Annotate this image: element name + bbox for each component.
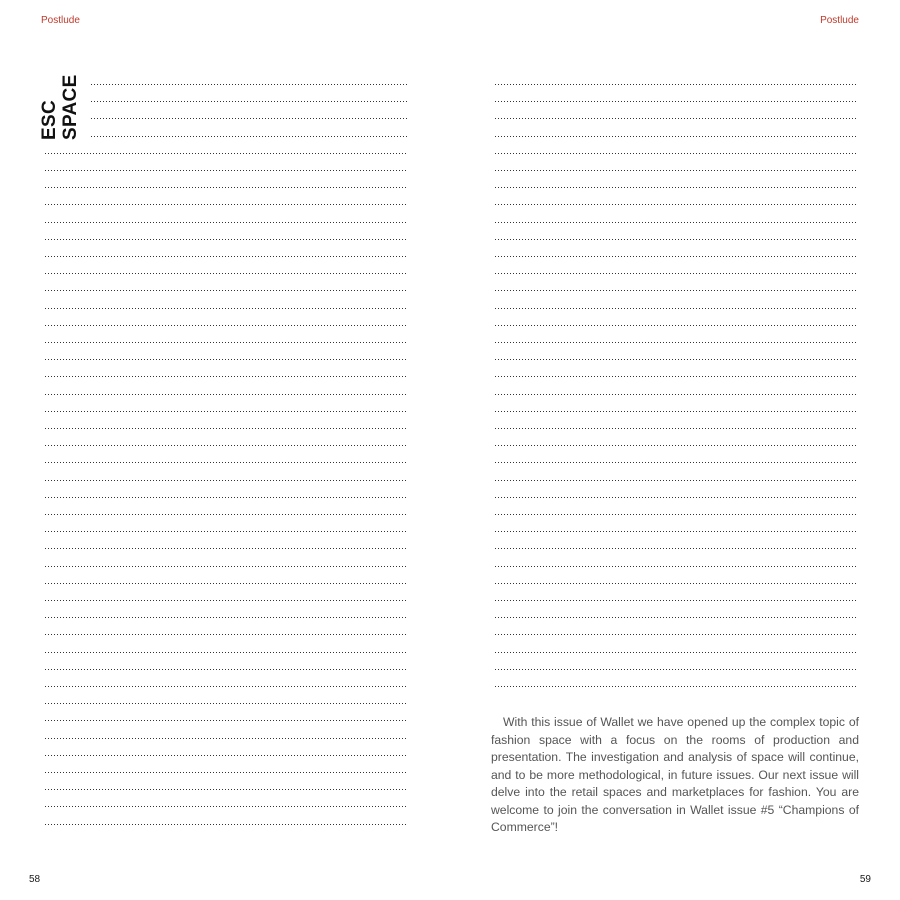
dotted-line <box>44 187 408 188</box>
logo-line-space: SPACE <box>60 74 81 140</box>
dotted-line <box>44 325 408 326</box>
page-number-left: 58 <box>29 874 41 885</box>
dotted-line <box>44 170 408 171</box>
dotted-line <box>44 772 408 773</box>
dotted-line <box>494 548 858 549</box>
dotted-line <box>494 411 858 412</box>
dotted-line <box>44 222 408 223</box>
dotted-line <box>44 514 408 515</box>
dotted-line <box>44 153 408 154</box>
dotted-line <box>494 187 858 188</box>
dotted-line <box>494 531 858 532</box>
dotted-line <box>494 273 858 274</box>
dotted-line <box>494 497 858 498</box>
dotted-line <box>494 428 858 429</box>
dotted-line <box>494 204 858 205</box>
dotted-line <box>494 222 858 223</box>
dotted-line <box>44 600 408 601</box>
dotted-line <box>494 136 858 137</box>
dotted-line <box>44 686 408 687</box>
dotted-line <box>494 686 858 687</box>
dotted-line <box>44 239 408 240</box>
dotted-line <box>494 170 858 171</box>
dotted-line <box>44 789 408 790</box>
dotted-line <box>90 101 408 102</box>
dotted-line <box>44 342 408 343</box>
dotted-line <box>44 376 408 377</box>
dotted-line <box>494 84 858 85</box>
dotted-line <box>494 445 858 446</box>
logo-line-esc: ESC <box>39 100 60 140</box>
dotted-line <box>44 669 408 670</box>
dotted-line <box>44 738 408 739</box>
dotted-line <box>44 204 408 205</box>
dotted-line <box>44 548 408 549</box>
dotted-line <box>44 703 408 704</box>
dotted-line <box>494 376 858 377</box>
dotted-line <box>494 153 858 154</box>
dotted-line <box>494 652 858 653</box>
dotted-line <box>494 566 858 567</box>
dotted-line <box>44 824 408 825</box>
dotted-line <box>44 462 408 463</box>
dotted-line <box>44 256 408 257</box>
dotted-line <box>44 359 408 360</box>
dotted-line <box>44 634 408 635</box>
dotted-line <box>44 428 408 429</box>
dotted-line <box>44 308 408 309</box>
dotted-line <box>44 806 408 807</box>
dotted-line <box>44 445 408 446</box>
dotted-line <box>90 136 408 137</box>
running-head-left: Postlude <box>41 15 80 26</box>
dotted-line <box>494 342 858 343</box>
dotted-line <box>494 325 858 326</box>
dotted-line <box>494 583 858 584</box>
right-page <box>450 0 900 900</box>
dotted-line <box>494 394 858 395</box>
dotted-line <box>494 514 858 515</box>
dotted-line <box>44 720 408 721</box>
dotted-line <box>44 755 408 756</box>
dotted-line <box>494 239 858 240</box>
dotted-line <box>44 480 408 481</box>
dotted-line <box>44 497 408 498</box>
dotted-line <box>494 118 858 119</box>
esc-space-logo <box>39 74 84 142</box>
dotted-line <box>44 583 408 584</box>
running-head-right: Postlude <box>820 15 859 26</box>
dotted-line <box>494 634 858 635</box>
dotted-line <box>44 290 408 291</box>
dotted-line <box>44 617 408 618</box>
dotted-line <box>494 462 858 463</box>
dotted-line <box>494 308 858 309</box>
dotted-line <box>494 290 858 291</box>
dotted-line <box>90 84 408 85</box>
dotted-line <box>44 411 408 412</box>
dotted-line <box>494 669 858 670</box>
dotted-line <box>494 600 858 601</box>
dotted-line <box>494 480 858 481</box>
dotted-line <box>44 566 408 567</box>
dotted-line <box>494 617 858 618</box>
dotted-line <box>44 531 408 532</box>
page-number-right: 59 <box>859 874 871 885</box>
dotted-line <box>44 652 408 653</box>
dotted-line <box>44 273 408 274</box>
dotted-line <box>90 118 408 119</box>
dotted-line <box>494 256 858 257</box>
closing-paragraph: With this issue of Wallet we have opened up the complex topic of fashion space with a focus on the rooms of production and presentation. The investigation and analysis of space will continue, and to be more methodological, in future issues. Our next issue will delve into the retail spaces and marketplaces for fashion. You are welcome to join the conversation in Wallet issue #5 “Champions of Commerce”! <box>491 715 859 834</box>
dotted-line <box>44 394 408 395</box>
dotted-line <box>494 101 858 102</box>
dotted-line <box>494 359 858 360</box>
